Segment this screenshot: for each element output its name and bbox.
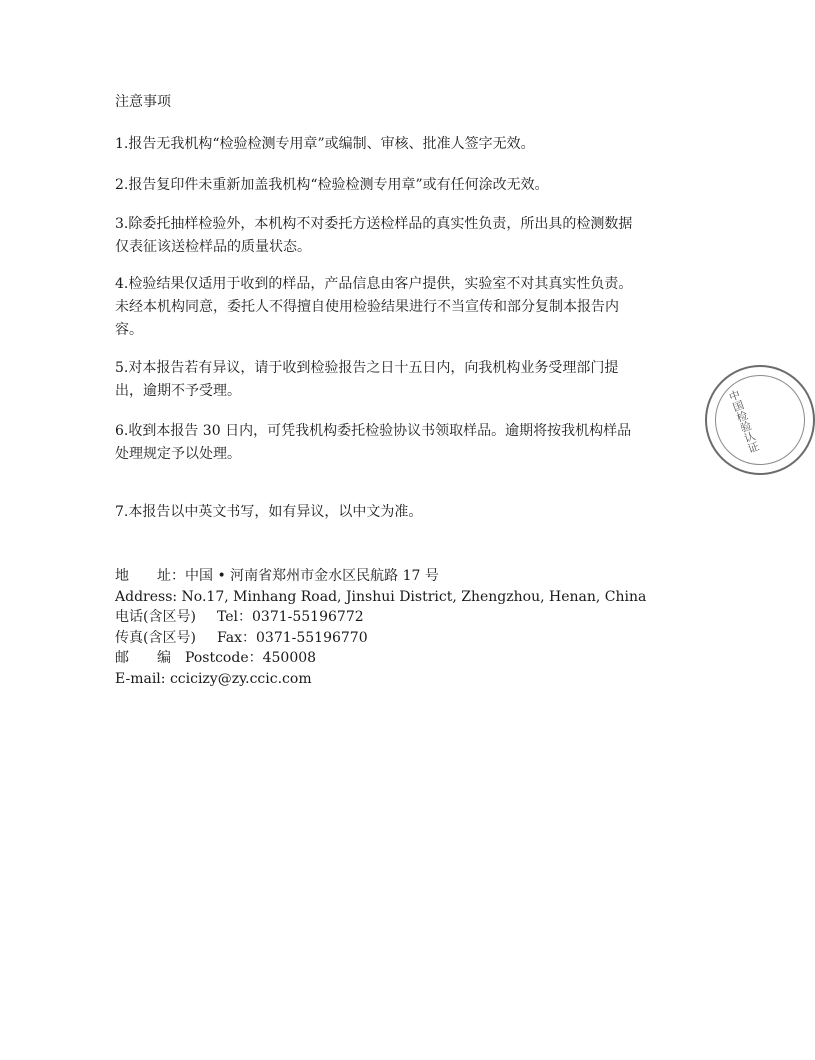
fax-row — [115, 628, 646, 649]
address-cn: 中国 • 河南省郑州市金水区民航路 17 号 — [185, 568, 439, 584]
postcode-row — [115, 648, 646, 669]
notice-item-7: 7.本报告以中英文书写，如有异议，以中文为准。 — [115, 504, 423, 520]
postcode-label: 邮 编 — [115, 650, 171, 666]
tel-value: Tel：0371-55196772 — [217, 609, 364, 625]
notice-heading: 注意事项 — [115, 94, 171, 110]
notice-item-2: 2.报告复印件未重新加盖我机构“检验检测专用章”或有任何涂改无效。 — [115, 177, 549, 193]
tel-row — [115, 607, 646, 628]
postcode-value: Postcode：450008 — [185, 650, 317, 666]
email-value: E-mail: ccicizy@zy.ccic.com — [115, 670, 312, 687]
fax-value: Fax：0371-55196770 — [217, 629, 368, 646]
tel-label: 电话(含区号) — [115, 609, 196, 625]
official-seal-stamp — [705, 365, 815, 475]
seal-inner-ring — [715, 375, 805, 465]
address-en: Address: No.17, Minhang Road, Jinshui District, Zhengzhou, Henan, China — [115, 588, 647, 605]
notice-item-4: 4.检验结果仅适用于收到的样品，产品信息由客户提供，实验室不对其真实性负责。未经本机构同意，委托人不得擅自使用检验结果进行不当宣传和部分复制本报告内容。 — [115, 276, 633, 338]
notice-item-3: 3.除委托抽样检验外，本机构不对委托方送检样品的真实性负责，所出具的检测数据仅表征该送检样品的质量状态。 — [115, 216, 633, 255]
address-cn-row — [115, 566, 646, 587]
notice-item-5: 5.对本报告若有异议，请于收到检验报告之日十五日内，向我机构业务受理部门提出，逾期不予受理。 — [115, 360, 619, 399]
notice-item-6: 6.收到本报告 30 日内，可凭我机构委托检验协议书领取样品。逾期将按我机构样品处理规定予以处理。 — [115, 423, 632, 462]
email-row — [115, 669, 646, 690]
contact-block — [115, 566, 646, 689]
address-en-row — [115, 587, 646, 608]
notice-item-1: 1.报告无我机构“检验检测专用章”或编制、审核、批准人签字无效。 — [115, 136, 535, 152]
seal-text: 中国检验认证 — [726, 388, 761, 455]
fax-label: 传真(含区号) — [115, 629, 196, 646]
address-label: 地 址： — [115, 568, 185, 584]
